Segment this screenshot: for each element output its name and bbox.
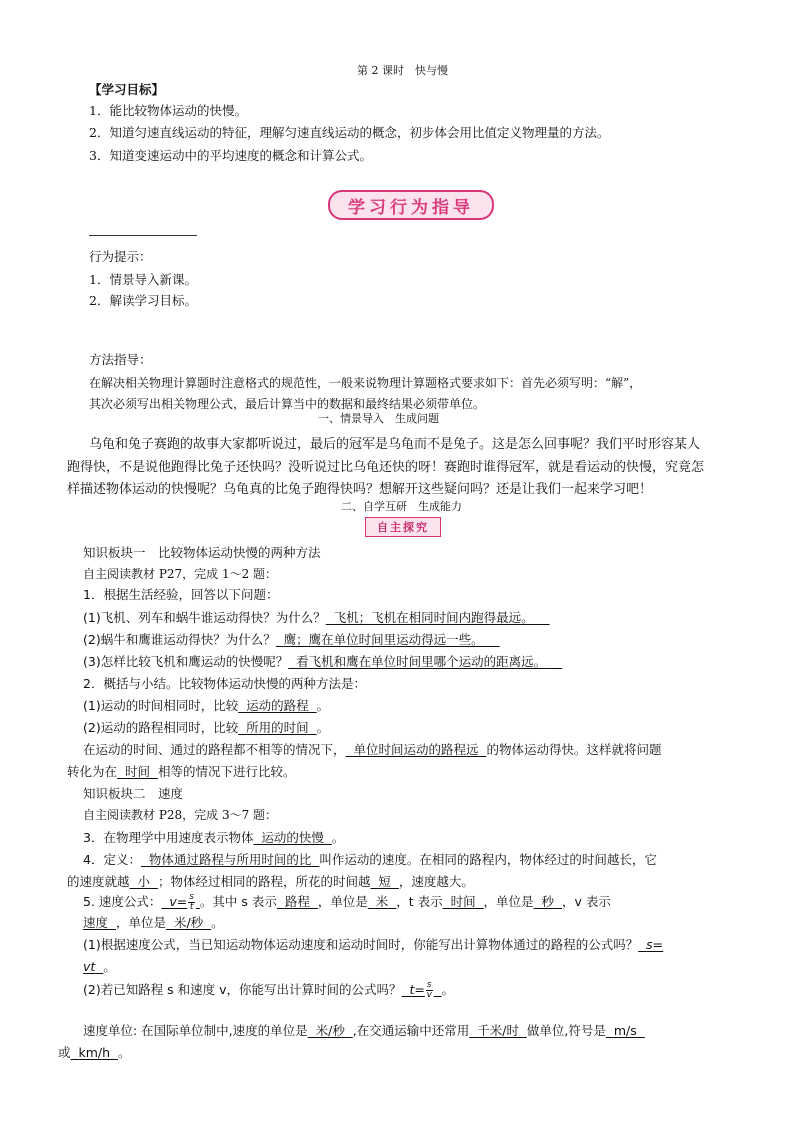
q4-answer-text: 物体通过路程与所用时间的比 bbox=[148, 852, 312, 867]
q5b bbox=[83, 978, 454, 1002]
q2b bbox=[83, 718, 329, 736]
q5a-line2 bbox=[83, 957, 116, 975]
tips-heading: 行为提示： bbox=[89, 249, 152, 264]
q5-answer-6 bbox=[166, 915, 211, 930]
q5-answer-3 bbox=[443, 894, 484, 909]
units-answer-3 bbox=[606, 1023, 645, 1038]
q5b-fraction-num: s bbox=[426, 980, 432, 990]
q5-formula-answer bbox=[161, 892, 200, 912]
q2b-end: 。 bbox=[316, 720, 330, 735]
summary-line-2 bbox=[67, 762, 295, 780]
q1c-answer-text: 看飞机和鹰在单位时间里哪个运动的距离远。 bbox=[296, 654, 547, 669]
objectives-heading: 【学习目标】 bbox=[89, 82, 165, 97]
q2b-text: (2)运动的路程相同时，比较 bbox=[83, 720, 239, 735]
section2-heading: 二、自学互研 生成能力 bbox=[341, 500, 462, 513]
q2a bbox=[83, 696, 329, 714]
q5b-end: 。 bbox=[441, 982, 455, 997]
banner-learning-guidance: 学习行为指导 bbox=[328, 190, 494, 220]
q4b-end: ，速度越大。 bbox=[398, 874, 474, 889]
q5-b: ，单位是 bbox=[317, 894, 368, 909]
intro-paragraph-line: 跑得快，不是说他跑得比兔子还快吗？没听说过比乌龟还快的呀！赛跑时谁得冠军，就是看运动的快慢，究竟怎 bbox=[67, 460, 705, 475]
summary-line bbox=[83, 740, 661, 758]
intro-paragraph-line: 乌龟和兔子赛跑的故事大家都听说过，最后的冠军是乌龟而不是兔子。这是怎么回事呢？我们平时形容某人 bbox=[89, 437, 701, 452]
q5-answer-5-text: 速度 bbox=[83, 915, 109, 930]
block2-title: 知识板块二 速度 bbox=[83, 786, 184, 801]
q4b-mid: ；物体经过相同的路程，所花的时间越 bbox=[157, 874, 371, 889]
q2b-answer bbox=[238, 720, 316, 735]
summary-answer bbox=[346, 742, 487, 757]
tip-item: 2．解读学习目标。 bbox=[89, 293, 197, 308]
summary2-text: 转化为在 bbox=[67, 764, 118, 779]
q1b-text: (2)蜗牛和鹰谁运动得快？为什么？ bbox=[83, 632, 276, 647]
q5-answer-3-text: 时间 bbox=[450, 894, 476, 909]
units-answer-3-text: m/s bbox=[613, 1023, 637, 1038]
q3-answer bbox=[253, 830, 331, 845]
q1a-text: (1)飞机、列车和蜗牛谁运动得快？为什么？ bbox=[83, 610, 326, 625]
q5-line2 bbox=[83, 913, 224, 931]
q4-text-post: 叫作运动的速度。在相同的路程内，物体经过的时间越长，它 bbox=[319, 852, 657, 867]
q4b-answer-2-text: 短 bbox=[378, 874, 391, 889]
q5-answer-5 bbox=[83, 915, 116, 930]
units-end: 。 bbox=[117, 1045, 131, 1060]
q5-answer-1 bbox=[277, 894, 318, 909]
method-heading: 方法指导： bbox=[89, 352, 152, 367]
units-or: 或 bbox=[58, 1045, 71, 1060]
objective-item: 2．知道匀速直线运动的特征，理解匀速直线运动的概念，初步体会用比值定义物理量的方法。 bbox=[89, 125, 610, 140]
block2-reading: 自主阅读教材 P28，完成 3～7 题： bbox=[83, 808, 278, 822]
q1a-answer-text: 飞机；飞机在相同时间内跑得最远。 bbox=[333, 610, 534, 625]
lesson-title: 第 2 课时 快与慢 bbox=[357, 64, 448, 77]
q2b-answer-text: 所用的时间 bbox=[246, 720, 309, 735]
q2a-answer bbox=[238, 698, 316, 713]
divider-line bbox=[89, 235, 197, 236]
q5-answer-6-text: 米/秒 bbox=[173, 915, 204, 930]
q5-f: ，单位是 bbox=[115, 915, 166, 930]
method-line: 在解决相关物理计算题时注意格式的规范性，一般来说物理计算题格式要求如下：首先必须写明：“解”， bbox=[89, 376, 642, 390]
q5b-fraction bbox=[426, 981, 433, 1000]
q5a-answer-1-text: s= bbox=[646, 937, 664, 952]
q5a-answer-2 bbox=[83, 959, 103, 974]
units-answer-1-text: 米/秒 bbox=[315, 1023, 345, 1038]
q5-answer-1-text: 路程 bbox=[284, 894, 310, 909]
q5b-formula-t: t= bbox=[409, 982, 425, 997]
block1-reading: 自主阅读教材 P27，完成 1～2 题： bbox=[83, 567, 278, 581]
q5a-end: 。 bbox=[103, 959, 116, 974]
q3 bbox=[83, 828, 344, 846]
q5-text: 5. 速度公式： bbox=[83, 894, 162, 909]
summary-answer-text: 单位时间运动的路程远 bbox=[353, 742, 479, 757]
q5-answer-2-text: 米 bbox=[375, 894, 389, 909]
units-mid2: 做单位,符号是 bbox=[526, 1023, 606, 1038]
summary2-answer bbox=[117, 764, 158, 779]
q5-fraction-num: s bbox=[189, 892, 194, 902]
tip-item: 1．情景导入新课。 bbox=[89, 272, 197, 287]
q1a-answer bbox=[326, 610, 550, 625]
q5-a: 。其中 s 表示 bbox=[199, 894, 277, 909]
intro-paragraph-line: 样描述物体运动的快慢呢？乌龟真的比兔子跑得快吗？想解开这些疑问吗？还是让我们一起来学习吧！ bbox=[67, 482, 653, 497]
q5a-answer-1 bbox=[638, 937, 663, 952]
summary-text: 在运动的时间、通过的路程都不相等的情况下， bbox=[83, 742, 346, 757]
self-study-tag: 自主探究 bbox=[365, 517, 441, 537]
q4-answer bbox=[141, 852, 319, 867]
q1c-text: (3)怎样比较飞机和鹰运动的快慢呢？ bbox=[83, 654, 289, 669]
q1b bbox=[83, 630, 500, 648]
q5-fraction bbox=[188, 893, 195, 912]
q4b-answer-1-text: 小 bbox=[137, 874, 150, 889]
units-answer-2-text: 千米/时 bbox=[477, 1023, 519, 1038]
q5b-answer bbox=[402, 980, 442, 1000]
q5a-text: (1)根据速度公式，当已知运动物体运动速度和运动时间时，你能写出计算物体通过的路程的公式吗？ bbox=[83, 937, 639, 952]
q1c-answer bbox=[288, 654, 562, 669]
q5-e: ，v 表示 bbox=[561, 894, 611, 909]
units-answer-2 bbox=[469, 1023, 527, 1038]
q4b-answer-2 bbox=[370, 874, 398, 889]
q5-answer-4 bbox=[534, 894, 562, 909]
q3-answer-text: 运动的快慢 bbox=[261, 830, 324, 845]
summary2-text-post: 相等的情况下进行比较。 bbox=[157, 764, 296, 779]
units-answer-4 bbox=[71, 1045, 118, 1060]
q3-text: 3．在物理学中用速度表示物体 bbox=[83, 830, 254, 845]
q4-text: 4．定义： bbox=[83, 852, 141, 867]
q4b-answer-1 bbox=[130, 874, 158, 889]
q5-g: 。 bbox=[211, 915, 224, 930]
method-line: 其次必须写出相关物理公式，最后计算当中的数据和最终结果必须带单位。 bbox=[89, 397, 486, 411]
speed-units-line2 bbox=[58, 1043, 131, 1061]
q5a-answer-2-text: vt bbox=[83, 959, 96, 974]
objective-item: 1．能比较物体运动的快慢。 bbox=[89, 103, 247, 118]
q1: 1．根据生活经验，回答以下问题： bbox=[83, 587, 279, 602]
units-mid: ,在交通运输中还常用 bbox=[352, 1023, 470, 1038]
q2: 2．概括与小结。比较物体运动快慢的两种方法是： bbox=[83, 676, 366, 691]
q5b-fraction-den: v bbox=[426, 990, 432, 1000]
speed-units bbox=[83, 1021, 645, 1039]
q4 bbox=[83, 850, 657, 868]
q5-answer-4-text: 秒 bbox=[541, 894, 555, 909]
q1a bbox=[83, 608, 550, 626]
q5a bbox=[83, 935, 663, 953]
q2a-answer-text: 运动的路程 bbox=[246, 698, 309, 713]
q2a-end: 。 bbox=[316, 698, 330, 713]
objective-item: 3．知道变速运动中的平均速度的概念和计算公式。 bbox=[89, 148, 372, 163]
q5-d: ，单位是 bbox=[483, 894, 534, 909]
q5b-text: (2)若已知路程 s 和速度 v，你能写出计算时间的公式吗？ bbox=[83, 982, 402, 997]
q5-fraction-den: t bbox=[189, 902, 194, 912]
units-answer-4-text: km/h bbox=[78, 1045, 111, 1060]
summary2-answer-text: 时间 bbox=[124, 764, 150, 779]
units-text: 速度单位: 在国际单位制中,速度的单位是 bbox=[83, 1023, 308, 1038]
units-answer-1 bbox=[308, 1023, 353, 1038]
q5 bbox=[83, 890, 611, 914]
summary-text-post: 的物体运动得快。这样就将问题 bbox=[486, 742, 662, 757]
q5-formula-v: v= bbox=[169, 894, 188, 909]
q3-end: 。 bbox=[331, 830, 345, 845]
q4-line2 bbox=[67, 872, 474, 890]
q2a-text: (1)运动的时间相同时，比较 bbox=[83, 698, 239, 713]
q5-c: ，t 表示 bbox=[396, 894, 443, 909]
q1b-answer-text: 鹰；鹰在单位时间里运动得远一些。 bbox=[283, 632, 484, 647]
section1-heading: 一、情景导入 生成问题 bbox=[318, 412, 439, 425]
q5-answer-2 bbox=[368, 894, 396, 909]
block1-title: 知识板块一 比较物体运动快慢的两种方法 bbox=[83, 545, 321, 560]
q1b-answer bbox=[276, 632, 500, 647]
q4b-text: 的速度就越 bbox=[67, 874, 130, 889]
q1c bbox=[83, 652, 562, 670]
